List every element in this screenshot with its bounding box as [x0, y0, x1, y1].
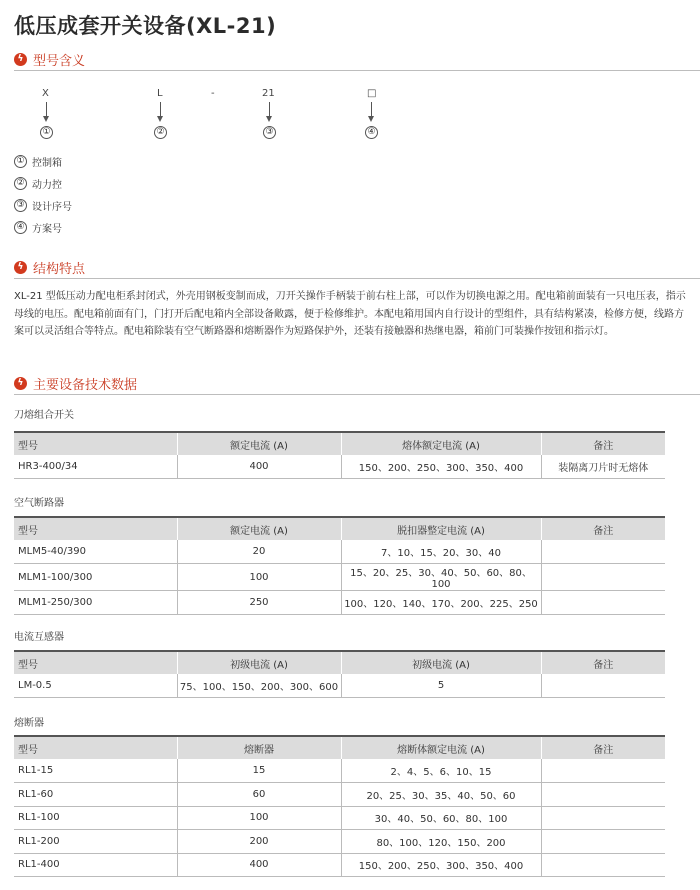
table-cell: 250: [177, 591, 341, 615]
table-title: 熔断器: [14, 718, 44, 729]
divider: [14, 70, 700, 71]
column-header: 额定电流 (A): [177, 432, 341, 455]
section-heading-structure: [14, 258, 85, 277]
structure-paragraph: [14, 288, 686, 341]
table-row: [14, 540, 665, 564]
table-cell: HR3-400/34: [14, 455, 177, 479]
table-cell: 60: [177, 783, 341, 807]
column-header: 初级电流 (A): [341, 651, 541, 674]
table-cell: [541, 806, 665, 830]
data-table-air-breaker: [14, 516, 665, 615]
table-cell: [541, 759, 665, 783]
table-cell: 7、10、15、20、30、40: [341, 540, 541, 564]
legend-number: ①: [14, 155, 27, 168]
table-row: [14, 830, 665, 854]
column-header: 额定电流 (A): [177, 517, 341, 540]
table-cell: [541, 591, 665, 615]
table-cell: 5: [341, 674, 541, 698]
table-header-row: [14, 736, 665, 759]
column-header: 型号: [14, 517, 177, 540]
data-table-knife-fuse-switch: [14, 431, 665, 479]
section-heading-text: 型号含义: [33, 54, 86, 69]
code-number: ④: [365, 126, 378, 139]
table-cell: 装隔离刀片时无熔体: [541, 455, 665, 479]
section-heading-tech: [14, 374, 137, 393]
column-header: 初级电流 (A): [177, 651, 341, 674]
table-cell: 15: [177, 759, 341, 783]
data-table-fuse: [14, 735, 665, 877]
column-header: 熔体额定电流 (A): [341, 432, 541, 455]
table-cell: 100、120、140、170、200、225、250: [341, 591, 541, 615]
table-cell: MLM1-100/300: [14, 564, 177, 591]
column-header: 型号: [14, 736, 177, 759]
down-arrow-icon: [371, 102, 372, 117]
table-row: [14, 564, 665, 591]
column-header: 备注: [541, 517, 665, 540]
table-cell: 30、40、50、60、80、100: [341, 806, 541, 830]
table-cell: 150、200、250、300、350、400: [341, 853, 541, 877]
legend-text: 动力控: [32, 180, 62, 191]
table-cell: [541, 564, 665, 591]
table-row: [14, 783, 665, 807]
data-table-current-transformer: [14, 650, 665, 698]
code-number: ③: [263, 126, 276, 139]
legend-item: [14, 198, 72, 213]
table-header-row: [14, 517, 665, 540]
table-cell: 75、100、150、200、300、600: [177, 674, 341, 698]
table-cell: 20、25、30、35、40、50、60: [341, 783, 541, 807]
table-header-row: [14, 432, 665, 455]
table-cell: [541, 674, 665, 698]
legend-number: ②: [14, 177, 27, 190]
table-cell: RL1-200: [14, 830, 177, 854]
table-cell: 100: [177, 564, 341, 591]
code-part: 21: [262, 88, 275, 99]
table-title: 刀熔组合开关: [14, 410, 74, 421]
legend-text: 方案号: [32, 224, 62, 235]
divider: [14, 394, 700, 395]
table-cell: 2、4、5、6、10、15: [341, 759, 541, 783]
table-cell: LM-0.5: [14, 674, 177, 698]
table-cell: MLM5-40/390: [14, 540, 177, 564]
column-header: 型号: [14, 651, 177, 674]
table-row: [14, 759, 665, 783]
code-number: ②: [154, 126, 167, 139]
down-arrow-icon: [160, 102, 161, 117]
legend-text: 控制箱: [32, 158, 62, 169]
column-header: 备注: [541, 432, 665, 455]
table-cell: [541, 540, 665, 564]
code-number: ①: [40, 126, 53, 139]
table-cell: RL1-60: [14, 783, 177, 807]
table-cell: [541, 853, 665, 877]
legend-number: ④: [14, 221, 27, 234]
table-cell: 100: [177, 806, 341, 830]
column-header: 熔断器: [177, 736, 341, 759]
legend-item: [14, 220, 62, 235]
column-header: 备注: [541, 736, 665, 759]
code-part: X: [42, 88, 49, 99]
table-cell: 15、20、25、30、40、50、60、80、100: [341, 564, 541, 591]
divider: [14, 278, 700, 279]
paragraph-line: 案可以灵活组合等特点。配电箱除装有空气断路器和熔断器作为短路保护外，还装有接触器和热继电器，箱前门可装操作按钮和指示灯。: [14, 326, 614, 337]
down-arrow-icon: [269, 102, 270, 117]
table-row: [14, 806, 665, 830]
paragraph-line: XL-21 型低压动力配电柜系封闭式，外壳用钢板变制而成，刀开关操作手柄装于前右柱上部，可以作为切换电源之用。配电箱前面装有一只电压表，指示: [14, 291, 686, 302]
paragraph-line: 母线的电压。配电箱前面有门，门打开后配电箱内全部设备敞露，便于检修维护。本配电箱用国内自行设计的型组件，具有结构紧凑，检修方便，线路方: [14, 308, 684, 320]
column-header: 脱扣器整定电流 (A): [341, 517, 541, 540]
page-title: 低压成套开关设备(XL-21): [14, 14, 277, 38]
table-cell: 150、200、250、300、350、400: [341, 455, 541, 479]
table-cell: RL1-15: [14, 759, 177, 783]
table-cell: 80、100、120、150、200: [341, 830, 541, 854]
table-cell: 200: [177, 830, 341, 854]
table-cell: RL1-100: [14, 806, 177, 830]
table-header-row: [14, 651, 665, 674]
table-cell: RL1-400: [14, 853, 177, 877]
down-arrow-icon: [46, 102, 47, 117]
table-row: [14, 853, 665, 877]
table-row: [14, 455, 665, 479]
table-cell: 20: [177, 540, 341, 564]
table-title: 空气断路器: [14, 498, 64, 509]
column-header: 备注: [541, 651, 665, 674]
lightning-bullet-icon: ϟ: [14, 261, 27, 274]
section-heading-model: [14, 50, 85, 69]
legend-number: ③: [14, 199, 27, 212]
legend-text: 设计序号: [32, 202, 72, 213]
code-part: □: [367, 88, 377, 99]
legend-item: [14, 176, 62, 191]
section-heading-text: 主要设备技术数据: [33, 378, 138, 393]
column-header: 型号: [14, 432, 177, 455]
legend-item: [14, 154, 62, 169]
lightning-bullet-icon: ϟ: [14, 53, 27, 66]
table-row: [14, 591, 665, 615]
table-cell: 400: [177, 853, 341, 877]
code-part: L: [157, 88, 163, 99]
table-cell: [541, 783, 665, 807]
section-heading-text: 结构特点: [33, 262, 86, 277]
table-cell: MLM1-250/300: [14, 591, 177, 615]
column-header: 熔断体额定电流 (A): [341, 736, 541, 759]
table-row: [14, 674, 665, 698]
lightning-bullet-icon: ϟ: [14, 377, 27, 390]
code-part: -: [211, 88, 215, 99]
table-title: 电流互感器: [14, 632, 64, 643]
table-cell: 400: [177, 455, 341, 479]
table-cell: [541, 830, 665, 854]
